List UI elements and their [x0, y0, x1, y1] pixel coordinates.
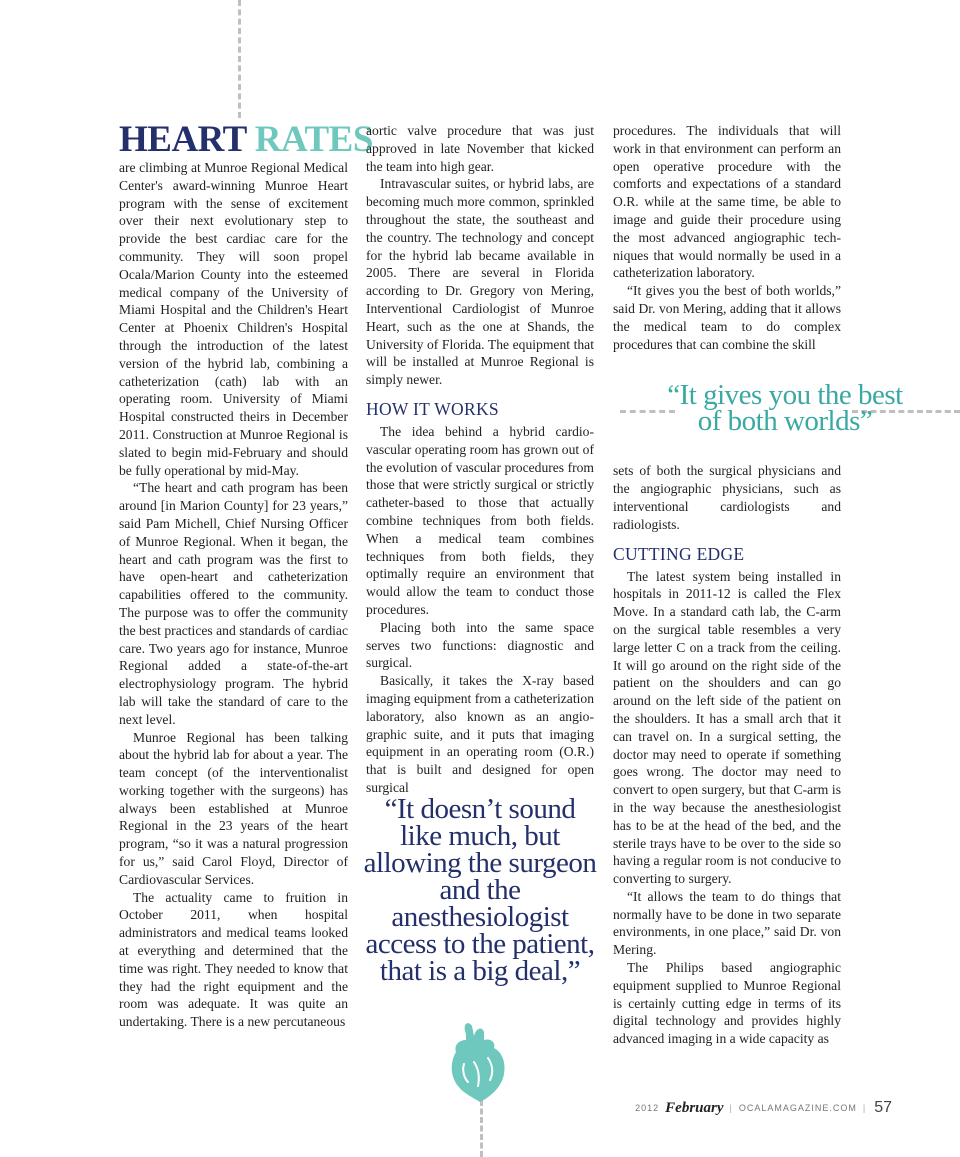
footer-year: 2012	[635, 1103, 660, 1113]
section-heading-how-it-works: HOW IT WORKS	[366, 398, 499, 419]
quote-line: “It gives you the best	[667, 379, 903, 411]
paragraph: are climbing at Munroe Regional Medical Center's award-winning Munroe Heart program with the sense of excitement over their next evolutionary step to provide the best cardiac care for the community. They will soon propel Ocala/Marion County into the esteemed medical company of the University of Miami Hospital and the Children's Heart Center at Phoenix Children's Hospital through the introduction of the latest version of the hybrid lab, combining a catheterization (cath) lab with an operating room. University of Miami Hospital constructed theirs in December 2011. Construction at Munroe Regional is slated to begin mid-February and should be fully operational by mid-May.	[119, 160, 348, 478]
footer-separator: |	[862, 1103, 867, 1113]
page-number: 57	[874, 1099, 892, 1116]
article-headline	[119, 119, 373, 160]
heart-icon	[444, 1018, 514, 1104]
headline-word-rates: RATES	[254, 119, 373, 160]
quote-line: of both worlds”	[697, 405, 873, 437]
headline-word-heart: HEART	[119, 119, 247, 160]
paragraph: The latest system being installed in hospitals in 2011-12 is called the Flex Move. In a standard cath lab, the C-arm on the surgical table resembles a very large letter C on a track from the ceiling. It will go around on the right side of the patient on the shoulders and can go around on the left side of the patient on the shoulders. It has a small arch that it can travel on. In a surgical setting, the doctor may need to operate if something goes wrong. The doctor may need to convert to open surgery, but that C-arm is in the way because the anesthesiologist has to be at the head of the bed, and the sterile trays have to be over to the side so having a regular room is not conducive to converting to surgery.	[613, 568, 841, 887]
bottom-dashed-divider	[480, 1100, 483, 1157]
paragraph: Intravascular suites, or hybrid labs, are becoming much more common, sprinkled throughout the state, the southeast and the country. The technology and concept for the hybrid lab became available in 2005. There are several in Florida according to Dr. Gregory von Mering, Interventional Cardiologist of Munroe Heart, such as the one at Shands, the University of Florida. The equipment that will be installed at Munroe Regional is simply newer.	[366, 176, 594, 388]
paragraph: The actuality came to fruition in October 2011, when hospital administrators and medical teams looked at everything and determined that the time was right. They needed to know that they had the right equipment and the room was adequate. It was quite an undertaking. There is a new percutaneous	[119, 889, 348, 1030]
article-column-2	[366, 122, 594, 797]
paragraph: procedures. The individuals that will work in that environment can perform an open operative procedure with the comforts and expectations of a standard O.R. while at the same time, be able to image and guide their procedure using the most advanced angiographic tech-niques that would normally be used in a catheterization laboratory.	[613, 123, 841, 281]
paragraph: The Philips based angiographic equipment supplied to Munroe Regional is certainly cutting edge in terms of its digital technology and provides highly advanced imaging in a wide capacity as	[613, 960, 841, 1047]
footer-month: February	[665, 1099, 724, 1116]
paragraph: The idea behind a hybrid cardio-vascular operating room has grown out of the evolution of vascular procedures from those that were strictly surgical or strictly catheter-based to those that actually combine techniques from both fields. When a medical team combines techniques from both fields, they optimally require an environment that would allow the team to conduct those procedures.	[366, 423, 594, 617]
paragraph: “It gives you the best of both worlds,” said Dr. von Mering, adding that it allows the medical team to do complex procedures that can combine the skill	[613, 283, 841, 352]
footer-separator: |	[729, 1103, 733, 1113]
paragraph: sets of both the surgical physicians and the angiographic physicians, such as interventional cardiologists and radiologists.	[613, 463, 841, 532]
paragraph: “The heart and cath program has been around [in Marion County] for 23 years,” said Pam Michell, Chief Nursing Officer of Munroe Regional. When it began, the heart and cath program was the first to have open-heart and catheterization capabilities offered to the community. The purpose was to offer the community the best practices and standards of cardiac care. Two years ago for instance, Munroe Regional added a state-of-the-art electrophysiology program. The hybrid lab will take the standard of care to the next level.	[119, 480, 348, 727]
section-heading-cutting-edge: CUTTING EDGE	[613, 543, 745, 564]
article-column-3	[613, 122, 841, 1048]
article-column-1	[119, 119, 373, 1031]
paragraph: Munroe Regional has been talking about the hybrid lab for about a year. The team concept (of the interventionalist working together with the surgeons) has always been established at Munroe Regional in the 23 years of the heart program, “so it was a natural progression for us,” said Carol Floyd, Director of Cardiovascular Services.	[119, 729, 348, 887]
pull-quote: “It doesn’t sound like much, but allowing the surgeon and the anesthesiologist access to the patient, that is a big deal,”	[363, 793, 597, 987]
paragraph: “It allows the team to do things that normally have to be done in two separate environments, in one place,” said Dr. von Mering.	[613, 888, 841, 958]
footer-site: OCALAMAGAZINE.COM	[738, 1103, 857, 1113]
page-footer	[635, 1097, 892, 1119]
paragraph: aortic valve procedure that was just approved in late November that kicked the team into high gear.	[366, 123, 594, 174]
pull-quote-secondary	[640, 379, 930, 437]
paragraph: Basically, it takes the X-ray based imaging equipment from a catheterization laboratory, also known as an angio-graphic suite, and it puts that imaging equipment in an operating room (O.R.) that is built and designed for open surgical	[366, 673, 594, 795]
paragraph: Placing both into the same space serves two functions: diagnostic and surgical.	[366, 619, 594, 671]
top-dashed-divider	[238, 0, 241, 118]
